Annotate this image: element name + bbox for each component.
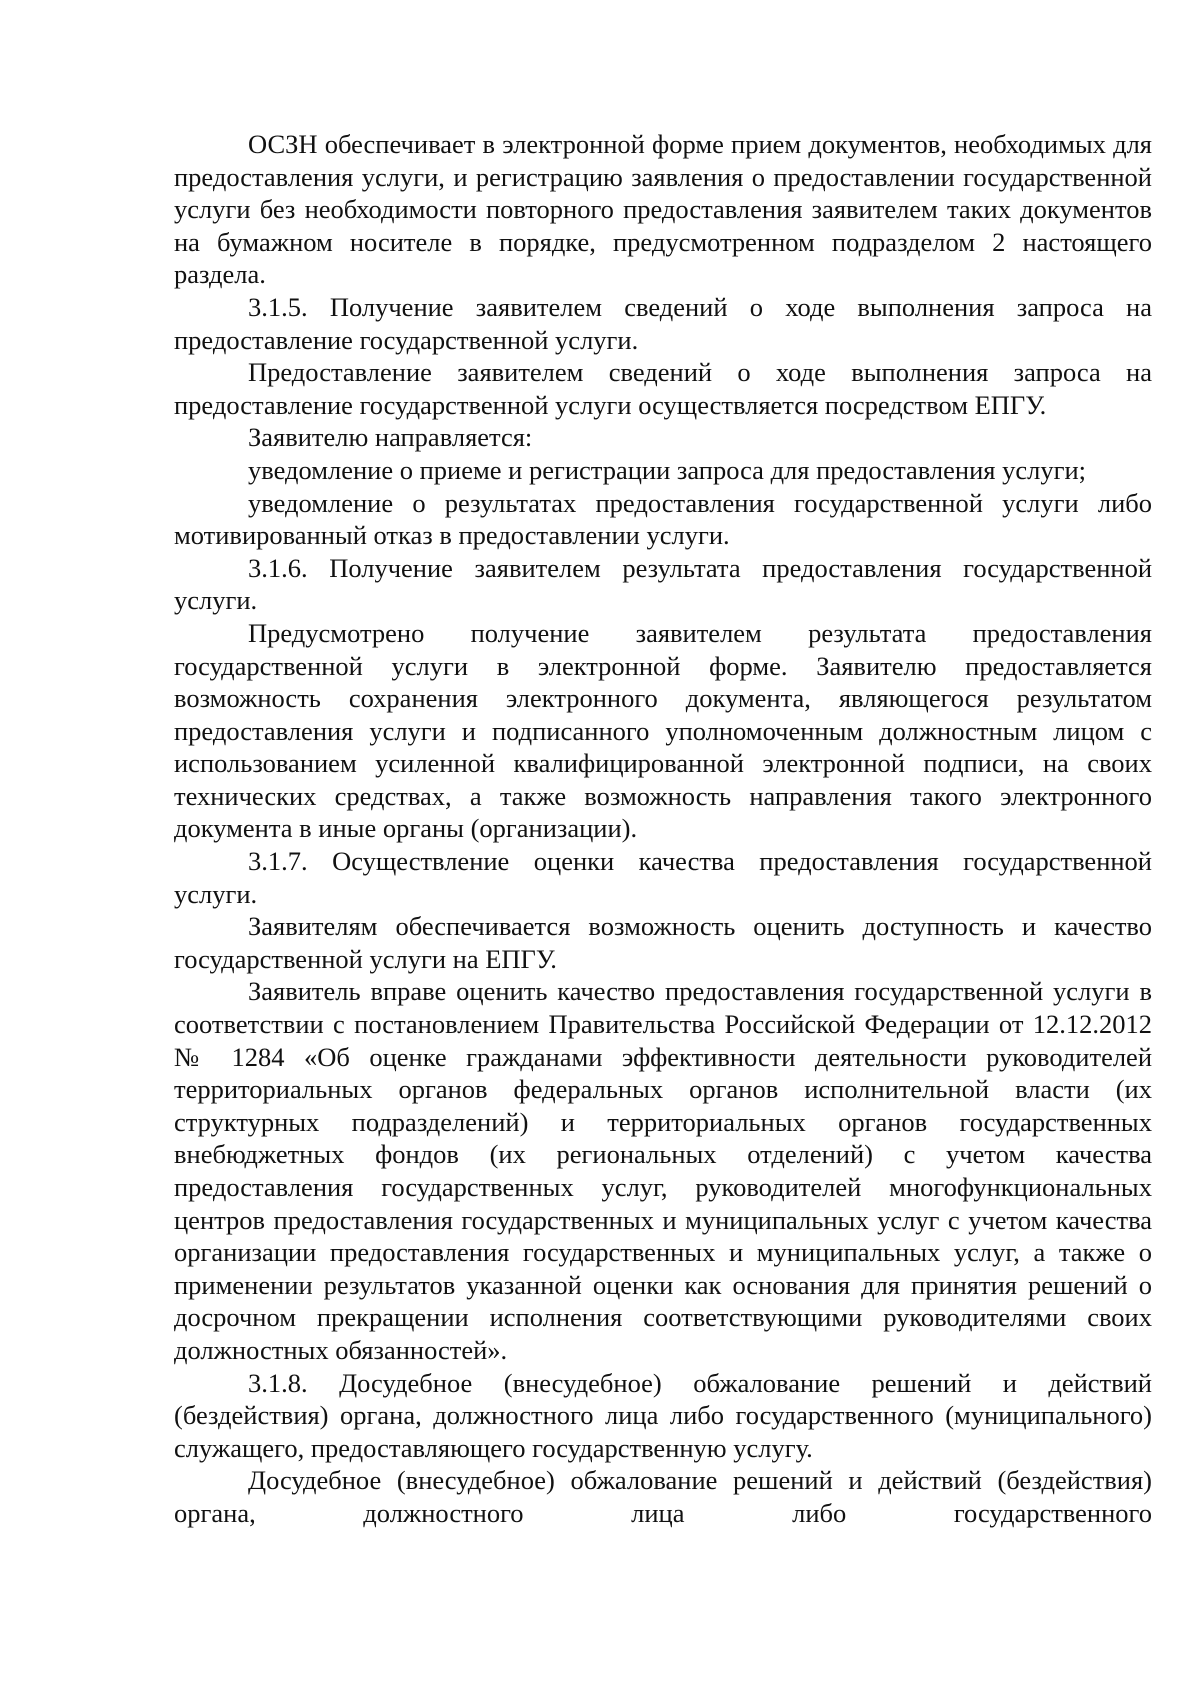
paragraph-notice-results: уведомление о результатах предоставления государственной услуги либо мотивированный отказ в предоставлении услуги.: [174, 487, 1152, 551]
heading-3-1-7: 3.1.7. Осуществление оценки качества предоставления государственной услуги.: [174, 846, 1152, 909]
paragraph-result-electronic: Предусмотрено получение заявителем результата предоставления государственной услуги в электронной форме. Заявителю предоставляется возможность сохранения электронного документа, являющегося результатом предоставления услуги и подписанного уполномоченным должностным лицом с использованием усиленной квалифицированной электронной подписи, на своих технических средствах, а также возможность направления такого электронного документа в иные органы (организации).: [174, 617, 1152, 844]
paragraph-rating-decree: Заявитель вправе оценить качество предоставления государственной услуги в соответствии с постановлением Правительства Российской Федерации от 12.12.2012 № 1284 «Об оценке гражданами эффективности деятельности руководителей территориальных органов федеральных органов исполнительной власти (их структурных подразделений) и территориальных органов государственных внебюджетных фондов (их региональных отделений) с учетом качества предоставления государственных услуг, руководителей многофункциональных центров предоставления государственных и муниципальных услуг с учетом качества организации предоставления государственных и муниципальных услуг, а также о применении результатов указанной оценки как основания для принятия решений о досрочном прекращении исполнения соответствующими руководителями своих должностных обязанностей».: [174, 976, 1152, 1365]
paragraph-rating-epgu: Заявителям обеспечивается возможность оценить доступность и качество государственной услуги на ЕПГУ.: [174, 911, 1152, 974]
heading-3-1-5: 3.1.5. Получение заявителем сведений о ходе выполнения запроса на предоставление государственной услуги.: [174, 291, 1152, 355]
heading-3-1-6: 3.1.6. Получение заявителем результата предоставления государственной услуги.: [174, 552, 1152, 616]
paragraph-applicant-receives: Заявителю направляется:: [248, 422, 533, 453]
paragraph-pretrial-appeal: Досудебное (внесудебное) обжалование решений и действий (бездействия) органа, должностного лица либо государственного: [174, 1465, 1152, 1528]
heading-3-1-8: 3.1.8. Досудебное (внесудебное) обжалование решений и действий (бездействия) органа, должностного лица либо государственного (муниципального) служащего, предоставляющего государственную услугу.: [174, 1367, 1152, 1463]
paragraph-notice-registration: уведомление о приеме и регистрации запроса для предоставления услуги;: [248, 454, 1086, 485]
paragraph-progress-info: Предоставление заявителем сведений о ходе выполнения запроса на предоставление государственной услуги осуществляется посредством ЕПГУ.: [174, 357, 1152, 420]
paragraph-electronic-intake: ОСЗН обеспечивает в электронной форме прием документов, необходимых для предоставления услуги, и регистрацию заявления о предоставлении государственной услуги без необходимости повторного предоставления заявителем таких документов на бумажном носителе в порядке, предусмотренном подразделом 2 настоящего раздела.: [174, 129, 1152, 290]
document-page: [174, 128, 1152, 1530]
